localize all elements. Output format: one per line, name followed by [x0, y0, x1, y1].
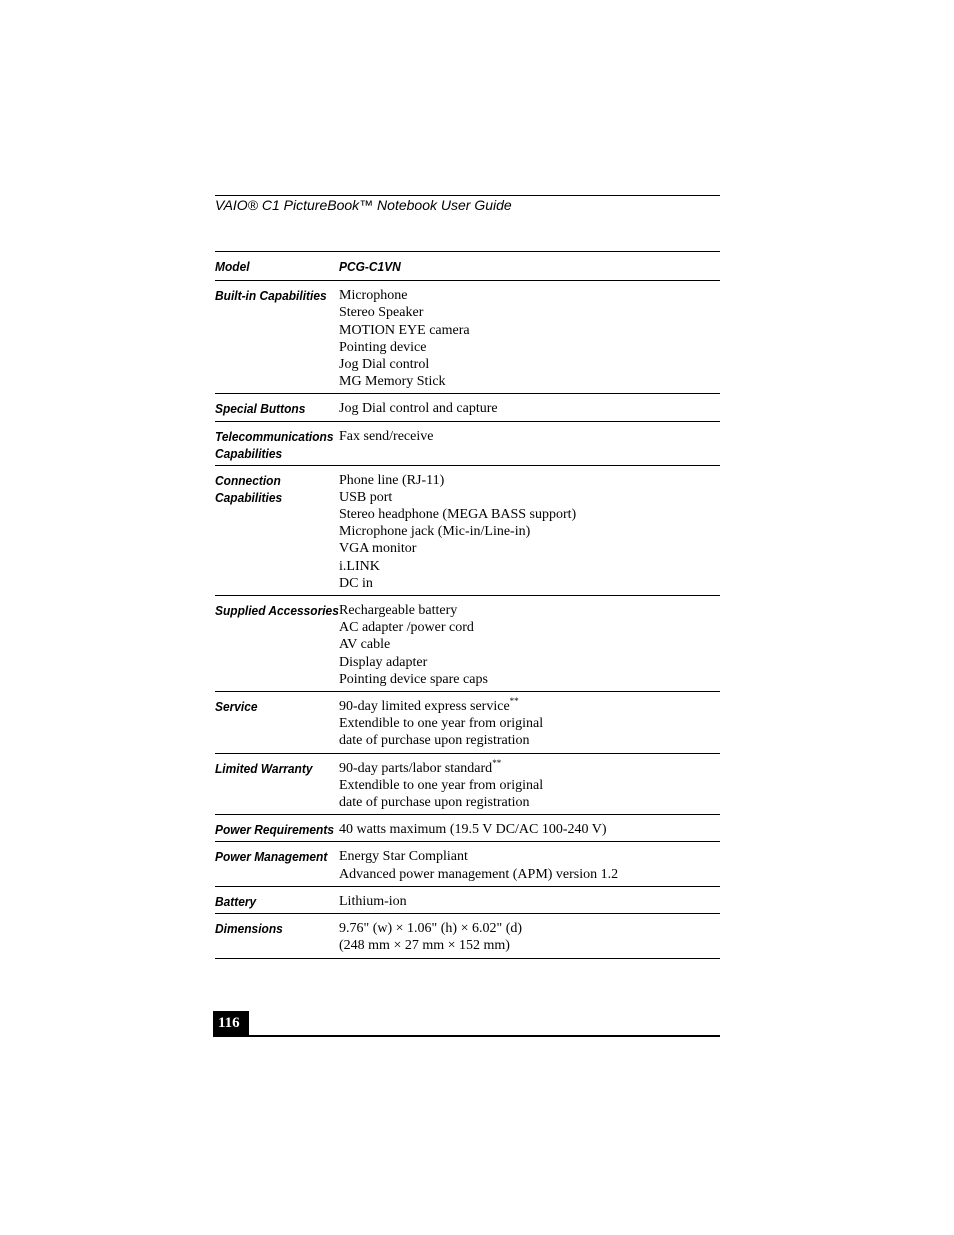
spec-row-telecommunications	[215, 422, 720, 466]
spec-value-line: VGA monitor	[339, 541, 417, 557]
spec-value-line: (248 mm × 27 mm × 152 mm)	[339, 938, 510, 954]
spec-value-line: i.LINK	[339, 558, 380, 574]
spec-value-line: Stereo headphone (MEGA BASS support)	[339, 507, 577, 523]
spec-value	[339, 602, 720, 688]
spec-label	[215, 428, 334, 462]
spec-value	[339, 400, 720, 417]
spec-row-supplied-accessories	[215, 596, 720, 692]
footer-rule	[213, 1035, 720, 1037]
spec-value	[339, 428, 720, 462]
spec-label: Service	[215, 699, 258, 715]
spec-value	[339, 472, 720, 592]
page-number: 116	[213, 1011, 249, 1036]
spec-label-line: Capabilities	[215, 489, 283, 505]
spec-value-line: 40 watts maximum (19.5 V DC/AC 100-240 V)	[339, 822, 607, 838]
spec-label: Power Requirements	[215, 822, 334, 838]
spec-label-line: Telecommunications	[215, 428, 334, 444]
spec-label-line: Connection	[215, 472, 281, 488]
spec-label: Built-in Capabilities	[215, 288, 327, 304]
spec-row-dimensions	[215, 914, 720, 958]
spec-row-connection-capabilities	[215, 466, 720, 596]
spec-label: Battery	[215, 893, 257, 909]
spec-row-limited-warranty	[215, 754, 720, 816]
spec-label: Limited Warranty	[215, 760, 313, 776]
spec-label: Power Management	[215, 849, 328, 865]
spec-value-line: AV cable	[339, 637, 391, 653]
spec-value-line: Microphone jack (Mic-in/Line-in)	[339, 524, 531, 540]
spec-value-line: Extendible to one year from original	[339, 716, 544, 732]
spec-label: Supplied Accessories	[215, 603, 339, 619]
spec-row-service	[215, 692, 720, 754]
spec-value-line: date of purchase upon registration	[339, 795, 530, 811]
spec-value-line: Jog Dial control and capture	[339, 401, 498, 417]
spec-row-power-requirements	[215, 815, 720, 842]
specifications-table	[215, 251, 720, 959]
header-rule	[215, 195, 720, 196]
service-text: 90-day limited express service	[339, 699, 510, 715]
spec-label	[215, 472, 329, 592]
spec-value-line: Pointing device spare caps	[339, 671, 488, 687]
spec-value-line: Display adapter	[339, 654, 428, 670]
spec-value: PCG-C1VN	[339, 259, 401, 274]
spec-value-line: date of purchase upon registration	[339, 733, 530, 749]
spec-value-line: Extendible to one year from original	[339, 777, 544, 793]
spec-value-line	[339, 757, 720, 777]
spec-value-line: Microphone	[339, 288, 408, 304]
spec-value-line: Phone line (RJ-11)	[339, 472, 445, 488]
spec-value-line: MG Memory Stick	[339, 374, 446, 390]
spec-value	[339, 757, 720, 812]
footnote-mark: **	[492, 757, 502, 768]
spec-value-line: Energy Star Compliant	[339, 849, 468, 865]
spec-value	[339, 698, 720, 750]
spec-value	[339, 893, 720, 910]
spec-value-line: Rechargeable battery	[339, 603, 458, 619]
spec-label-line: Capabilities	[215, 445, 283, 461]
spec-value-line	[339, 698, 720, 715]
spec-value	[339, 848, 720, 882]
spec-value-line: Pointing device	[339, 339, 427, 355]
warranty-text: 90-day parts/labor standard	[339, 760, 493, 776]
spec-value	[339, 920, 720, 954]
spec-value-line: Advanced power management (APM) version 1.2	[339, 866, 619, 882]
spec-value-line: USB port	[339, 489, 393, 505]
spec-value-line: DC in	[339, 575, 373, 591]
spec-row-battery	[215, 887, 720, 914]
spec-value-line: Lithium-ion	[339, 893, 407, 909]
running-header: VAIO® C1 PictureBook™ Notebook User Guide	[215, 197, 512, 213]
spec-row-power-management	[215, 842, 720, 886]
spec-value-line: AC adapter /power cord	[339, 620, 474, 636]
spec-row-built-in-capabilities	[215, 281, 720, 394]
spec-label: Special Buttons	[215, 401, 306, 417]
spec-row-special-buttons	[215, 394, 720, 421]
spec-value	[339, 287, 720, 390]
spec-value	[339, 821, 720, 838]
spec-value-line: Jog Dial control	[339, 357, 430, 373]
spec-value-line: Stereo Speaker	[339, 305, 424, 321]
spec-label: Dimensions	[215, 921, 283, 937]
spec-label: Model	[215, 259, 250, 274]
spec-value-line: 9.76" (w) × 1.06" (h) × 6.02" (d)	[339, 921, 523, 937]
spec-row-model	[215, 252, 720, 281]
spec-value-line: MOTION EYE camera	[339, 322, 470, 338]
spec-value-line: Fax send/receive	[339, 428, 434, 444]
footnote-mark: **	[509, 696, 519, 707]
